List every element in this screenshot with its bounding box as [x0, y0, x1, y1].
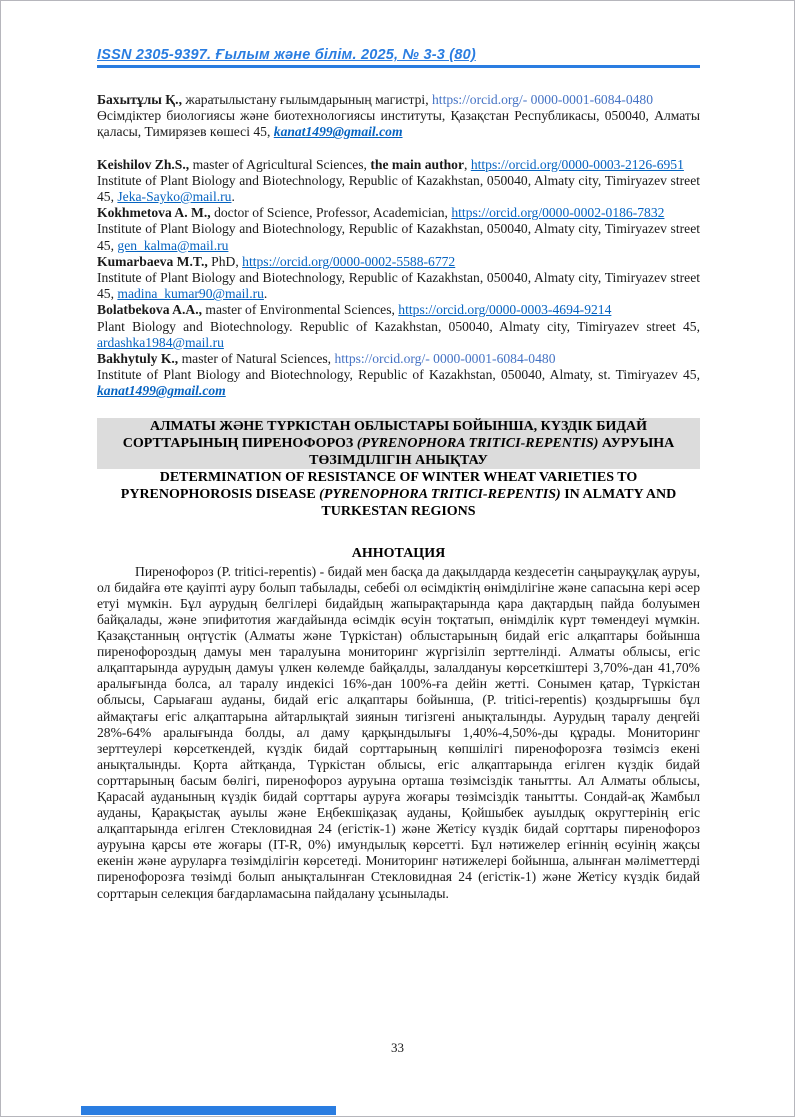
hyperlink[interactable]: ardashka1984@mail.ru — [97, 334, 224, 350]
article-title-english — [97, 469, 700, 520]
text-segment: АУРУЫНА ТӨЗІМДІЛІГІН АНЫҚТАУ — [309, 435, 675, 468]
text-segment: АЛМАТЫ ЖӘНЕ ТҮРКІСТАН ОБЛЫСТАРЫ БОЙЫНША, КҮЗДІК БИДАЙ СОРТТАРЫНЫҢ ПИРЕНОФОРОЗ — [122, 418, 647, 451]
text-segment: Өсімдіктер биологиясы және биотехнологиясы институты, Қазақстан Республикасы, 050040, Алматы қаласы, Тимирязев көшесі 45, — [97, 108, 700, 140]
text-segment: Kumarbaeva M.T., — [97, 253, 212, 269]
text-segment: IN ALMATY AND TURKESTAN REGIONS — [321, 486, 677, 519]
abstract-text: Пиренофороз (P. tritici-repentis) - бидай мен басқа да дақылдарда кездесетін саңырауқұлақ ауруы, ол бидайға өте қауіпті ауру болып табылады, себебі ол өсімдіктің өнімділігіне және сапасына кері әсер етуі мүмкін. Бұл аурудың белгілері бидайдың жапырақтарында қара дақтардың пайда болуымен байқалады, және эпифитотия жағдайында өсімдік өсуін тоқтатып, өнімділік күрт төмендеуі мүмкін. Қазақстанның оңтүстік (Алматы және Түркістан) облыстарының бидай егіс алқаптары бойынша пиренофороздың дамуы мен таралуына мониторинг жүргізіліп зерттелінді. Алматы облысы, егіс алқаптарында аурудың дамуы үлкен көлемде байқалды, залалдануы көрсеткіштері 3,70%-дан 41,70% аралығында болса, ал таралу индекісі 16%-дан 100%-ға дейін жетті. Сонымен қатар, Түркістан облысы, Сарыағаш ауданы, бидай егіс алқаптары бойынша, (P. tritici-repentis) қоздырғышы бұл аймақтағы егіс алқаптарына айтарлықтай зиянын тигізгені анықталынды. Аурудың таралу деңгейі 28%-64% аралығында болды, ал даму қарқындылығы 1,40%-4,50%-ды құрады. Мониторинг зерттеулері көрсеткендей, күздік бидай сорттарының көпшілігі пиренофорозға төзімсіз екені анықталынды. Қорта айтқанда, Түркістан облысы, егіс алқаптарында егілген күздік бидай сорттарының басым бөлігі, пиренофороз ауруына орташа төзімсіздік танытты. Ал Алматы облысы, Қарасай ауданының күздік бидай сорттары ауруға жоғары төзімсіздік танытты. Сондай-ақ Жамбыл ауданы, Қарақыстақ ауылы және Еңбекшіқазақ ауданы, Қойшыбек ауылдық округтерінің егіс алқаптарында егілген Стекловидная 24 (егістік-1) және Жетісу күздік бидай сорттары пиренофороз ауруына қарсы өте жоғары (IT-R, 0%) имундылық көрсетті. Бұл нәтижелер егіннің өсуінің жақсы екенін және ауруларға төзімділігін көрсетеді. Мониторинг нәтижелері бойынша, алынған мәліметтерді пиренофорозға төзімді болып анықталынған Стекловидная 24 (егістік-1) және Жетісу күздік бидай сорттарын селекция бағдарламасына пайдалану ұсынылады. — [97, 563, 700, 901]
hyperlink[interactable]: https://orcid.org/0000-0003-2126-6951 — [470, 156, 684, 172]
author-block-bakhytuly-kk — [97, 92, 700, 141]
text-segment: doctor of Science, Professor, Academician, — [214, 205, 452, 221]
author-block-bolatbekova — [97, 302, 700, 351]
hyperlink[interactable]: https://orcid.org/0000-0002-0186-7832 — [451, 205, 665, 221]
author-block-kumarbaeva — [97, 254, 700, 303]
abstract-heading: АННОТАЦИЯ — [351, 545, 446, 561]
hyperlink[interactable]: https://orcid.org/- 0000-0001-6084-0480 — [334, 351, 556, 367]
text-segment: Bakhytuly K., — [97, 351, 182, 367]
text-segment: master of Natural Sciences, — [181, 351, 335, 367]
text-segment: PhD, — [211, 253, 243, 269]
text-segment: Bolatbekova A.A., — [97, 302, 206, 318]
author-block-bakhytuly-en — [97, 351, 700, 400]
text-segment: Keishilov Zh.S., — [97, 156, 193, 172]
text-segment: Institute of Plant Biology and Biotechnology, Republic of Kazakhstan, 050040, Almaty city, Timiryazev street 45, — [97, 221, 700, 253]
text-segment: . — [231, 189, 235, 205]
text-segment: , — [464, 156, 471, 172]
article-title-kazakh — [97, 418, 700, 469]
hyperlink[interactable]: kanat1499@gmail.com — [273, 124, 403, 140]
page-content — [97, 47, 700, 902]
text-segment: (PYRENOPHORA TRITICI-REPENTIS) — [356, 435, 599, 451]
text-segment: . — [263, 286, 268, 302]
text-segment: Institute of Plant Biology and Biotechnology, Republic of Kazakhstan, 050040, Almaty city, Timiryazev street 45, — [97, 270, 700, 302]
next-page-header-bar — [81, 1106, 336, 1115]
hyperlink[interactable]: https://orcid.org/- 0000-0001-6084-0480 — [432, 92, 654, 107]
hyperlink[interactable]: madina_kumar90@mail.ru — [117, 286, 264, 302]
text-segment: Бахытұлы Қ., — [97, 92, 186, 107]
author-block-kokhmetova — [97, 205, 700, 254]
text-segment: жаратылыстану ғылымдарының магистрі, — [185, 92, 432, 107]
text-segment: master of Agricultural Sciences, — [192, 156, 371, 172]
text-segment: the main author — [370, 156, 465, 172]
text-segment: (PYRENOPHORA TRITICI-REPENTIS) — [319, 486, 561, 502]
text-segment: DETERMINATION OF RESISTANCE OF WINTER WHEAT VARIETIES TO PYRENOPHOROSIS DISEASE — [120, 469, 638, 502]
hyperlink[interactable]: kanat1499@gmail.com — [97, 383, 226, 399]
journal-header: ISSN 2305-9397. Ғылым және білім. 2025, № 3-3 (80) — [97, 47, 700, 68]
hyperlink[interactable]: https://orcid.org/0000-0002-5588-6772 — [242, 253, 456, 269]
page-number: 33 — [391, 1040, 404, 1055]
hyperlink[interactable]: gen_kalma@mail.ru — [117, 237, 229, 253]
text-segment: master of Environmental Sciences, — [205, 302, 399, 318]
text-segment: Institute of Plant Biology and Biotechnology, Republic of Kazakhstan, 050040, Almaty, st. Timiryazev 45, — [97, 367, 700, 383]
text-segment: Plant Biology and Biotechnology. Republic of Kazakhstan, 050040, Almaty city, Timiryazev street 45, — [97, 318, 700, 334]
hyperlink[interactable]: Jeka-Sayko@mail.ru — [117, 189, 232, 205]
hyperlink[interactable]: https://orcid.org/0000-0003-4694-9214 — [398, 302, 612, 318]
text-segment: Institute of Plant Biology and Biotechnology, Republic of Kazakhstan, 050040, Almaty city, Timiryazev street 45, — [97, 172, 700, 205]
author-block-keishilov — [97, 157, 700, 206]
text-segment: Kokhmetova A. M., — [97, 205, 215, 221]
